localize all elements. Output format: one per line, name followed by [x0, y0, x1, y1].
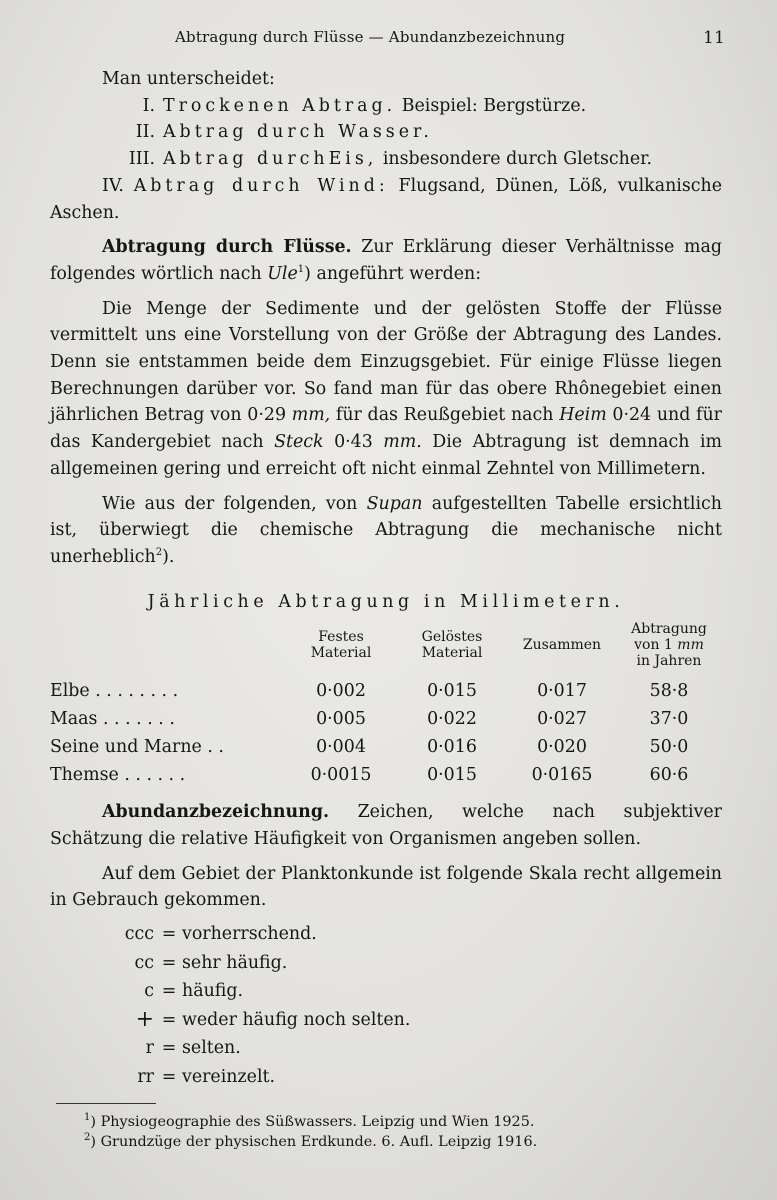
table-row — [50, 677, 722, 705]
footnote-ref: 1 — [297, 264, 305, 276]
scale-symbol: + — [135, 1006, 154, 1032]
col-header-geloestes: Gelöstes Material — [421, 629, 483, 662]
footnote — [50, 1132, 722, 1152]
header-text: von 1 — [634, 637, 678, 654]
cell-geloest: 0·015 — [427, 681, 477, 701]
list-item — [50, 93, 722, 120]
para-text: ). — [162, 546, 175, 567]
cell-zusammen: 0·020 — [537, 737, 587, 757]
list-term: Abtrag durch Wind: — [133, 175, 389, 196]
equals-sign: = — [161, 924, 177, 945]
list-item — [50, 119, 722, 146]
cell-jahre: 58·8 — [649, 681, 689, 701]
cell-geloest: 0·022 — [427, 709, 477, 729]
cell-festes: 0·002 — [316, 681, 366, 701]
scale-description: häufig. — [182, 981, 244, 1002]
table-row — [50, 705, 722, 733]
col-header-zusammen: Zusammen — [522, 637, 602, 654]
para-text: aufgestellten Tabelle ersichtlich ist, überwiegt die chemische Abtragung die mechanische nicht unerheblich — [50, 493, 722, 567]
list-term: Abtrag durchEis, — [163, 149, 378, 170]
table-row — [50, 761, 722, 789]
list-term: Abtrag durch Wasser. — [163, 122, 433, 143]
equals-sign: = — [161, 1009, 177, 1030]
intro-line: Man unterscheidet: — [102, 69, 275, 89]
scale-description: sehr häufig. — [182, 952, 288, 973]
list-rest: Flugsand, Dünen, Löß, vulkanische Aschen. — [50, 175, 723, 223]
river-name: Seine und Marne . . — [50, 737, 224, 757]
list-rest: insbesondere durch Gletscher. — [377, 149, 653, 170]
footnote-ref: 2 — [155, 547, 163, 559]
scale-symbol: c — [144, 981, 154, 1002]
quote-text: 0·24 und für das Kandergebiet nach — [50, 405, 722, 453]
cell-jahre: 37·0 — [649, 709, 689, 729]
unit: mm — [677, 637, 704, 654]
list-number: IV. — [102, 175, 124, 196]
table-row — [50, 733, 722, 761]
list-item — [50, 173, 722, 226]
header-text: in Jahren — [636, 653, 702, 670]
scale-symbol: cc — [134, 952, 154, 973]
scale-symbol: ccc — [124, 924, 154, 945]
scale-item — [50, 1063, 722, 1092]
list-number: II. — [135, 122, 155, 143]
scale-description: vereinzelt. — [182, 1066, 276, 1087]
quote-text: für das Reußgebiet nach — [330, 405, 560, 426]
quote-text: Die Abtragung ist demnach im allgemeinen gering und erreicht oft nicht einmal Zehntel von Millimetern. — [50, 432, 722, 479]
river-name: Elbe . . . . . . . . — [50, 681, 179, 701]
page-header — [50, 28, 725, 52]
footnote — [50, 1112, 722, 1132]
section-text: ) angeführt werden: — [304, 263, 482, 284]
section-text: Zur Erklärung dieser Verhältnisse mag folgendes wörtlich nach — [50, 237, 722, 284]
cell-jahre: 60·6 — [649, 765, 689, 785]
scale-item — [50, 920, 722, 949]
author-name: Ule — [267, 263, 298, 284]
scale-description: vorherrschend. — [182, 924, 317, 945]
river-name: Maas . . . . . . . — [50, 709, 175, 729]
list-number: I. — [142, 95, 155, 116]
river-name: Themse . . . . . . — [50, 765, 186, 785]
unit: mm. — [383, 432, 422, 453]
cell-jahre: 50·0 — [649, 737, 689, 757]
supan-paragraph — [50, 491, 722, 571]
scale-item — [50, 1006, 722, 1035]
cell-zusammen: 0·0165 — [531, 765, 593, 785]
section-heading: Abtragung durch Flüsse. — [102, 237, 352, 258]
cell-festes: 0·0015 — [310, 765, 372, 785]
quote-text: Die Menge der Sedimente und der gelösten Stoffe der Flüsse vermittelt uns eine Vorstellung von der Größe der Abtragung des Landes. Denn sie entstammen beide dem Einzugsgebiet. Für einige Flüsse liegen Berechnungen darüber vor. So fand man für das obere Rhônegebiet einen jährlichen Betrag von 0·29 — [50, 298, 722, 426]
scale-description: weder häufig noch selten. — [182, 1009, 411, 1030]
equals-sign: = — [161, 981, 177, 1002]
table-title: Jährliche Abtragung in Millimetern. — [147, 591, 625, 612]
list-term: Trockenen Abtrag. — [163, 95, 397, 116]
author-name: Heim — [559, 405, 607, 426]
cell-festes: 0·004 — [316, 737, 366, 757]
scale-description: selten. — [182, 1038, 241, 1059]
page-body — [50, 66, 722, 1152]
cell-zusammen: 0·017 — [537, 681, 587, 701]
cell-zusammen: 0·027 — [537, 709, 587, 729]
footnote-rule — [56, 1103, 156, 1104]
scale-item — [50, 977, 722, 1006]
unit: mm, — [291, 405, 331, 426]
footnote-mark: 1 — [84, 1112, 91, 1124]
erosion-table — [50, 621, 722, 789]
scale-item — [50, 1034, 722, 1063]
equals-sign: = — [161, 952, 177, 973]
section-abundance — [50, 799, 722, 852]
equals-sign: = — [161, 1038, 177, 1059]
col-header-abtragung — [616, 621, 722, 677]
scale-symbol: r — [145, 1038, 154, 1059]
list-rest: Beispiel: Bergstürze. — [396, 95, 587, 116]
equals-sign: = — [161, 1066, 177, 1087]
table-header-row — [50, 621, 722, 677]
footnote-mark: 2 — [84, 1132, 91, 1144]
cell-geloest: 0·016 — [427, 737, 477, 757]
scale-symbol: rr — [137, 1066, 154, 1087]
plankton-paragraph: Auf dem Gebiet der Planktonkunde ist folgende Skala recht allgemein in Gebrauch gekommen. — [50, 863, 722, 911]
footnote-text: ) Physiogeographie des Süßwassers. Leipzig und Wien 1925. — [90, 1114, 535, 1131]
author-name: Steck — [274, 432, 324, 453]
cell-festes: 0·005 — [316, 709, 366, 729]
quote-paragraph — [50, 296, 722, 483]
quote-text: 0·43 — [323, 432, 384, 453]
page-number: 11 — [702, 28, 725, 48]
list-item — [50, 146, 722, 173]
cell-geloest: 0·015 — [427, 765, 477, 785]
section-text: Zeichen, welche nach subjektiver Schätzung die relative Häufigkeit von Organismen angeben sollen. — [50, 802, 722, 850]
header-text: Abtragung — [631, 621, 707, 638]
para-text: Wie aus der folgenden, von — [102, 493, 367, 514]
section-rivers-intro — [50, 234, 722, 287]
footnote-text: ) Grundzüge der physischen Erdkunde. 6. Aufl. Leipzig 1916. — [90, 1134, 538, 1151]
section-heading: Abundanzbezeichnung. — [102, 802, 330, 823]
list-number: III. — [128, 149, 155, 170]
author-name: Supan — [366, 493, 423, 514]
scale-item — [50, 949, 722, 978]
col-header-festes: Festes Material — [310, 629, 372, 662]
running-title: Abtragung durch Flüsse — Abundanzbezeichnung — [175, 28, 566, 46]
